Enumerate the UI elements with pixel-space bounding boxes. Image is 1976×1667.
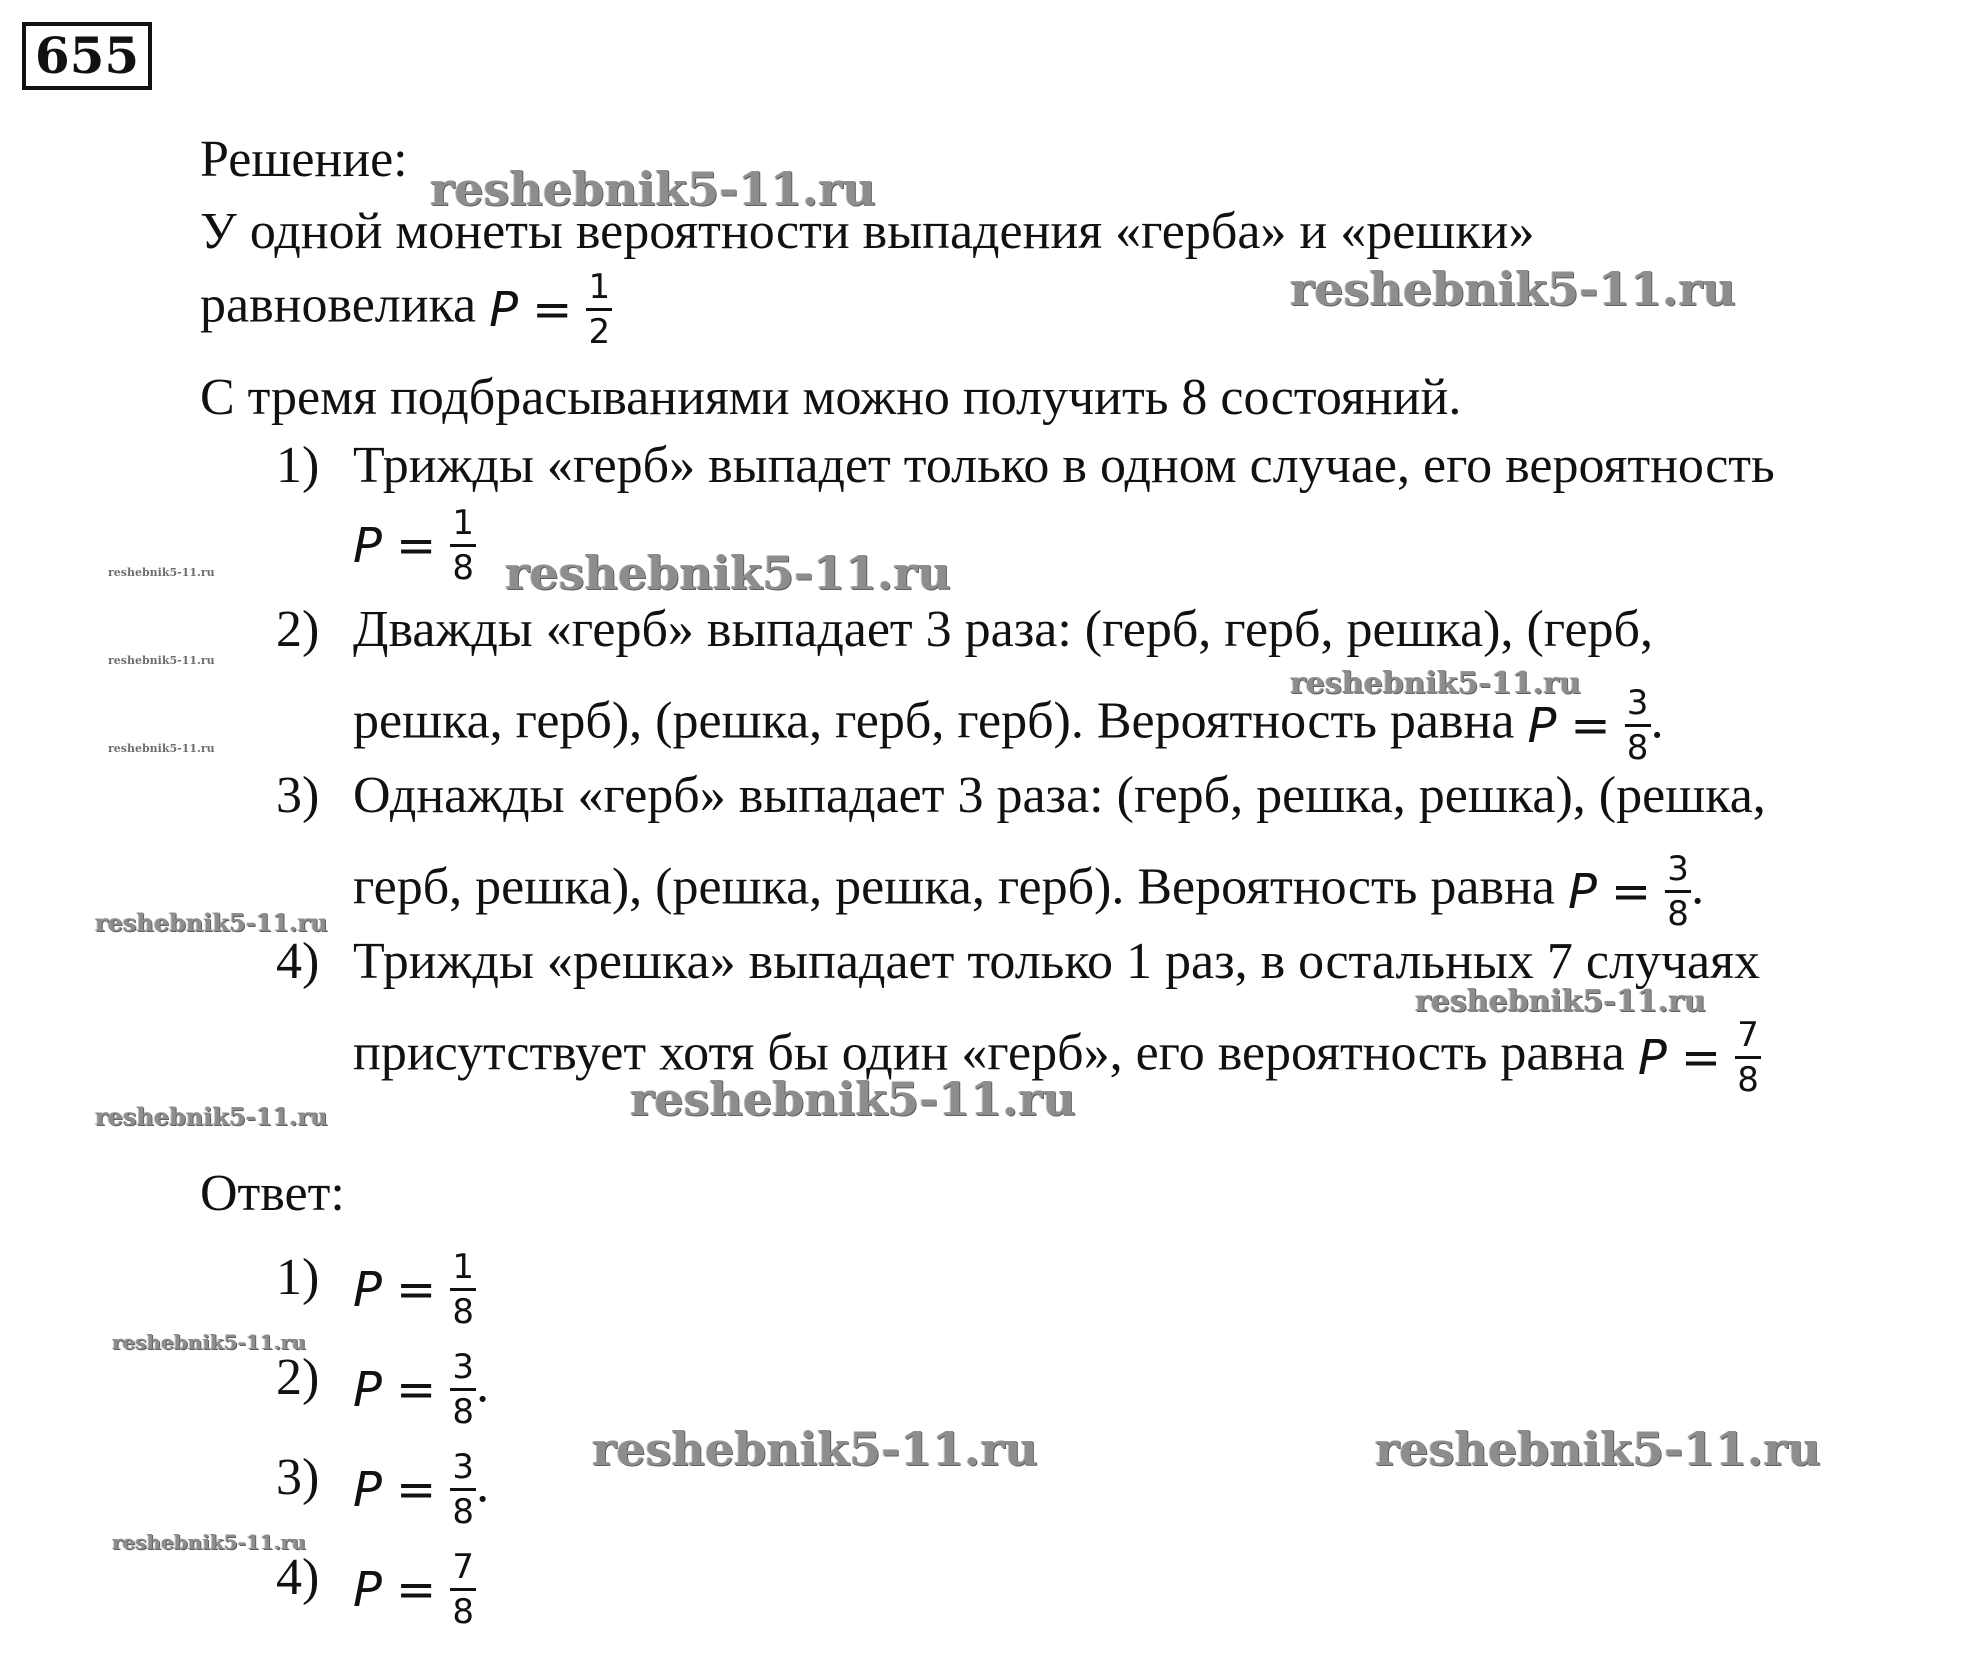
fraction — [450, 1548, 476, 1631]
problem-number: 655 — [22, 22, 152, 90]
answer-1-label: 1) — [276, 1249, 320, 1306]
var-symbol: P — [353, 1361, 382, 1418]
eq-symbol: = — [395, 1261, 437, 1318]
intro-line-2 — [200, 268, 612, 351]
intro-line-1: У одной монеты вероятности выпадения «герба» и «решки» — [200, 203, 1535, 260]
fraction-denominator: 8 — [1667, 894, 1689, 934]
fraction-bar — [1625, 724, 1651, 727]
fraction-bar — [1735, 1056, 1761, 1059]
eq-symbol: = — [395, 1461, 437, 1518]
watermark: reshebnik5-11.ru — [112, 1530, 306, 1554]
fraction-denominator: 2 — [588, 312, 611, 352]
item-4-line-1: Трижды «решка» выпадает только 1 раз, в остальных 7 случаях — [353, 933, 1761, 990]
watermark: reshebnik5-11.ru — [430, 162, 876, 216]
item-3-line-2-text: герб, решка), (решка, решка, герб). Вероятность равна — [353, 858, 1555, 916]
fraction-bar — [450, 1288, 476, 1291]
fraction-numerator: 1 — [452, 1247, 474, 1287]
fraction-numerator: 7 — [452, 1547, 474, 1587]
watermark: reshebnik5-11.ru — [1375, 1422, 1821, 1476]
fraction-numerator: 3 — [452, 1347, 474, 1387]
intro-line-2-text: равновелика — [200, 276, 477, 334]
var-symbol: P — [1527, 697, 1557, 754]
eq-symbol: = — [395, 517, 437, 574]
watermark: reshebnik5-11.ru — [108, 566, 215, 579]
watermark: reshebnik5-11.ru — [630, 1072, 1076, 1126]
var-symbol: P — [353, 1561, 382, 1618]
fraction — [450, 504, 476, 587]
fraction-bar — [1665, 890, 1691, 893]
answer-4-label: 4) — [276, 1549, 320, 1606]
trailing-period: . — [476, 1456, 490, 1514]
fraction-numerator: 7 — [1737, 1015, 1759, 1055]
eq-symbol: = — [1570, 697, 1611, 754]
trailing-period: . — [1691, 858, 1705, 916]
fraction-bar — [450, 1588, 476, 1591]
fraction-numerator: 3 — [1626, 683, 1649, 723]
fraction — [1665, 850, 1691, 933]
item-3-line-2 — [353, 850, 1704, 933]
var-symbol: P — [1637, 1029, 1667, 1086]
var-symbol: P — [353, 1461, 382, 1518]
item-1-label: 1) — [276, 437, 320, 494]
fraction-denominator: 8 — [1626, 728, 1649, 768]
fraction — [450, 1248, 476, 1331]
eq-symbol: = — [532, 281, 573, 338]
fraction — [1625, 684, 1651, 767]
fraction — [586, 268, 612, 351]
fraction-bar — [450, 1488, 476, 1491]
watermark: reshebnik5-11.ru — [505, 546, 951, 600]
fraction-bar — [450, 1388, 476, 1391]
answer-1-formula — [353, 1248, 476, 1331]
trailing-period: . — [476, 1356, 490, 1414]
fraction-denominator: 8 — [452, 1592, 474, 1632]
states-line: С тремя подбрасываниями можно получить 8 состояний. — [200, 369, 1462, 426]
fraction — [450, 1448, 476, 1531]
answer-3-label: 3) — [276, 1449, 320, 1506]
var-symbol: P — [353, 1261, 382, 1318]
eq-symbol: = — [395, 1561, 437, 1618]
item-3-label: 3) — [276, 767, 320, 824]
answer-4-formula — [353, 1548, 476, 1631]
watermark: reshebnik5-11.ru — [95, 908, 328, 937]
item-2-line-2-text: решка, герб), (решка, герб, герб). Вероятность равна — [353, 692, 1515, 750]
fraction-numerator: 1 — [588, 267, 611, 307]
fraction-bar — [586, 308, 612, 311]
watermark: reshebnik5-11.ru — [108, 654, 215, 667]
fraction-denominator: 8 — [452, 548, 474, 588]
item-1-line-1: Трижды «герб» выпадет только в одном случае, его вероятность — [353, 437, 1775, 494]
item-3-line-1: Однажды «герб» выпадает 3 раза: (герб, решка, решка), (решка, — [353, 767, 1766, 824]
fraction-denominator: 8 — [452, 1292, 474, 1332]
item-4-line-2-text: присутствует хотя бы один «герб», его вероятность равна — [353, 1024, 1625, 1082]
fraction-bar — [450, 544, 476, 547]
watermark: reshebnik5-11.ru — [112, 1330, 306, 1354]
fraction-numerator: 3 — [452, 1447, 474, 1487]
eq-symbol: = — [395, 1361, 437, 1418]
eq-symbol: = — [1610, 863, 1652, 920]
fraction-denominator: 8 — [452, 1392, 474, 1432]
item-2-label: 2) — [276, 601, 320, 658]
eq-symbol: = — [1680, 1029, 1722, 1086]
fraction — [1735, 1016, 1761, 1099]
answer-label: Ответ: — [200, 1165, 345, 1222]
answer-2-formula — [353, 1348, 489, 1431]
solution-label: Решение: — [200, 131, 408, 188]
item-2-line-1: Дважды «герб» выпадает 3 раза: (герб, герб, решка), (герб, — [353, 601, 1653, 658]
answer-3-formula — [353, 1448, 489, 1531]
watermark: reshebnik5-11.ru — [1415, 984, 1706, 1019]
fraction-numerator: 1 — [452, 503, 474, 543]
var-symbol: P — [489, 281, 519, 338]
watermark: reshebnik5-11.ru — [1290, 262, 1736, 316]
fraction — [450, 1348, 476, 1431]
watermark: reshebnik5-11.ru — [95, 1102, 328, 1131]
item-4-label: 4) — [276, 933, 320, 990]
item-1-formula — [353, 504, 476, 587]
fraction-denominator: 8 — [1737, 1060, 1759, 1100]
var-symbol: P — [353, 517, 382, 574]
intro-formula — [489, 268, 612, 351]
fraction-denominator: 8 — [452, 1492, 474, 1532]
watermark: reshebnik5-11.ru — [592, 1422, 1038, 1476]
watermark: reshebnik5-11.ru — [1290, 666, 1581, 701]
fraction-numerator: 3 — [1667, 849, 1689, 889]
answer-2-label: 2) — [276, 1349, 320, 1406]
trailing-period: . — [1650, 692, 1664, 750]
watermark: reshebnik5-11.ru — [108, 742, 215, 755]
var-symbol: P — [1567, 863, 1597, 920]
